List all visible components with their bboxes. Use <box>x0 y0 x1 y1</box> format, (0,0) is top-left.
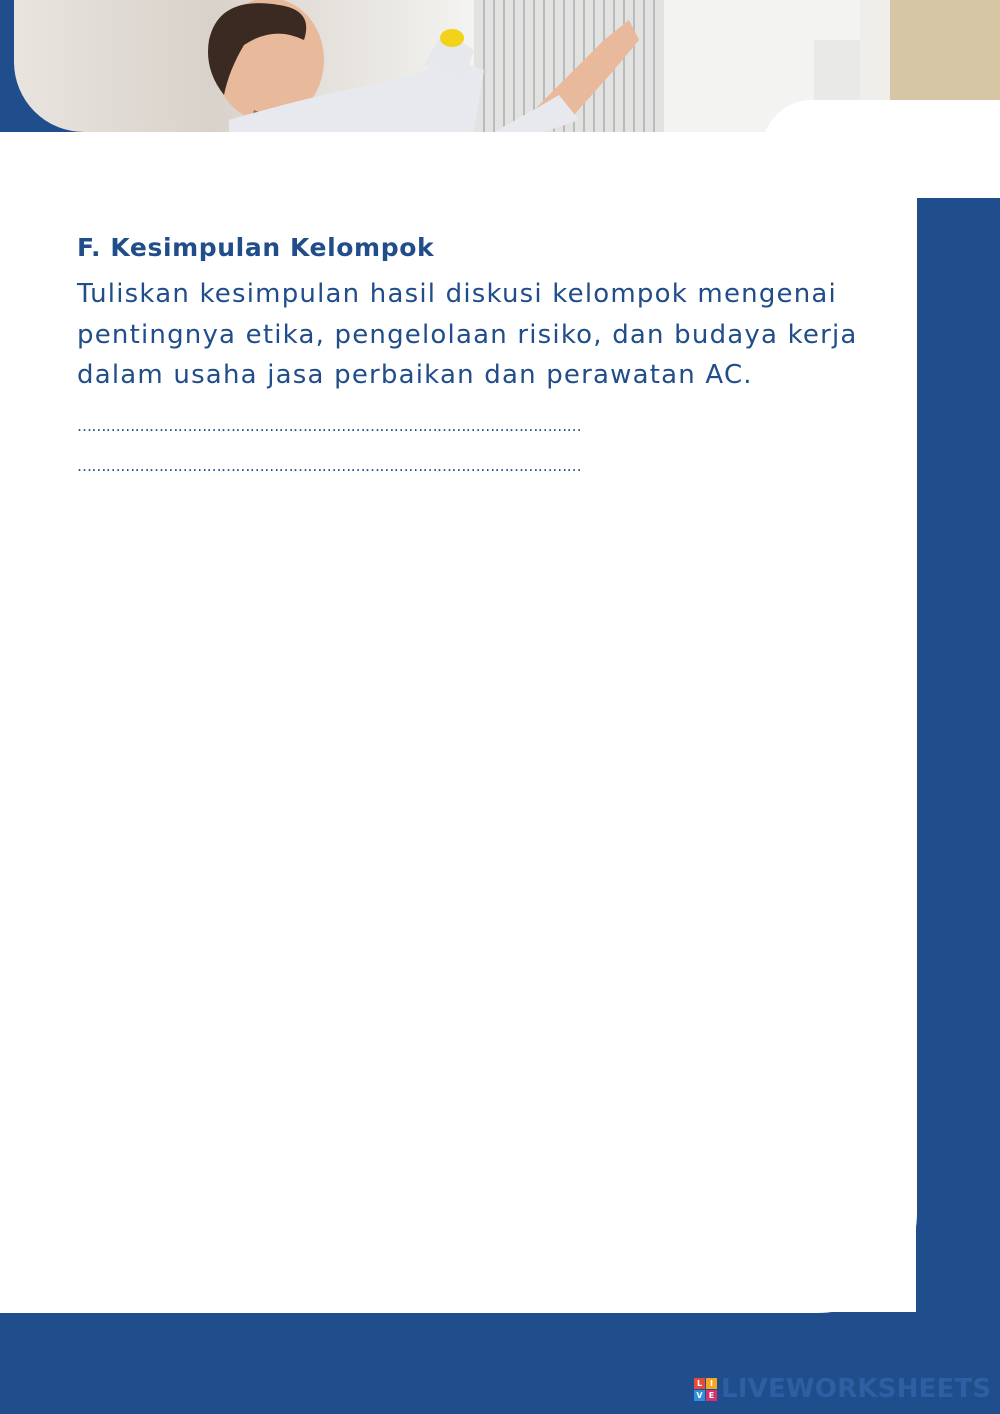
logo-letter-v: V <box>694 1390 705 1401</box>
answer-line-2[interactable]: …………………………………………………………………………………………… <box>77 456 582 475</box>
logo-letter-i: I <box>706 1378 717 1389</box>
logo-grid-icon <box>694 1378 717 1401</box>
card-corner-notch <box>762 100 1000 198</box>
logo-letter-l: L <box>694 1378 705 1389</box>
section-content <box>77 228 897 476</box>
liveworksheets-logo <box>694 1374 991 1404</box>
right-blue-band <box>916 198 1000 1414</box>
section-heading: F. Kesimpulan Kelompok <box>77 233 435 262</box>
logo-letter-e: E <box>706 1390 717 1401</box>
instruction-text: Tuliskan kesimpulan hasil diskusi kelompok mengenai pentingnya etika, pengelolaan risiko, dan budaya kerja dalam usaha jasa perbaikan dan perawatan AC. <box>77 279 858 390</box>
brand-name: LIVEWORKSHEETS <box>721 1374 992 1404</box>
answer-line-1[interactable]: …………………………………………………………………………………………… <box>77 416 582 435</box>
